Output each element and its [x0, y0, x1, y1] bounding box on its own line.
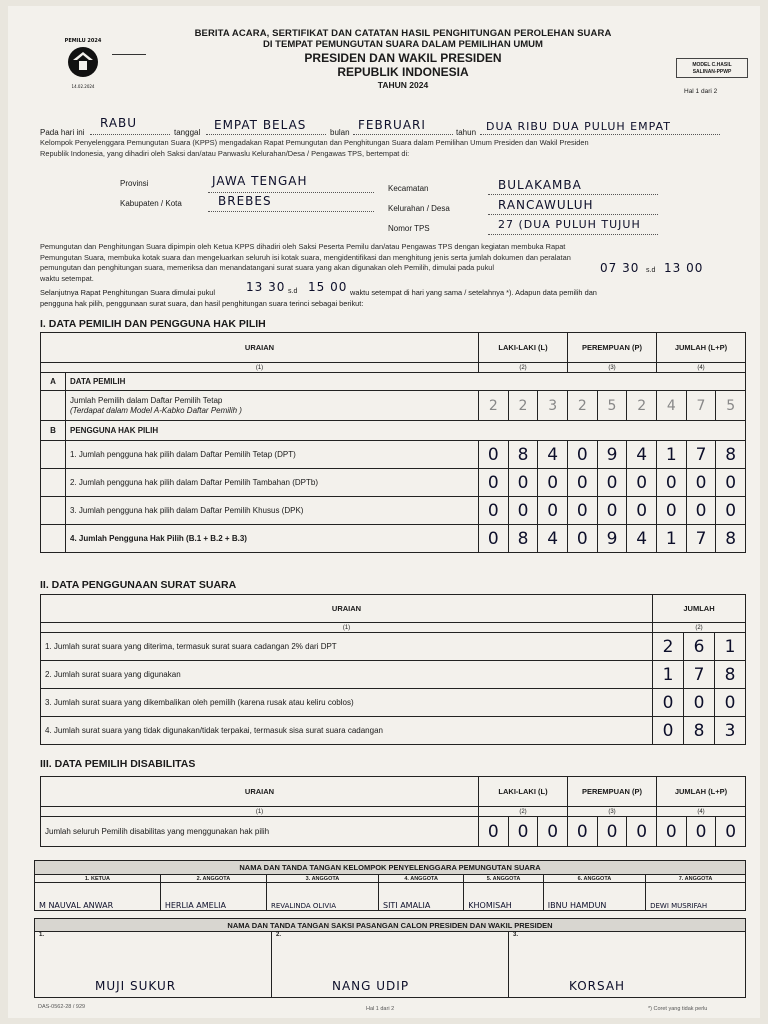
s2-row: [41, 661, 746, 689]
para-line6: waktu setempat di hari yang sama / setelahnya *). Adapun data pemilih dan: [350, 288, 597, 297]
sd-label-2: s.d: [288, 288, 298, 295]
digit-cell: 0: [479, 469, 509, 497]
s1-row-label: 4. Jumlah Pengguna Hak Pilih (B.1 + B.2 + B.3): [66, 525, 479, 553]
header-line2: DI TEMPAT PEMUNGUTAN SUARA DALAM PEMILIHAN UMUM: [263, 39, 543, 50]
digit-cell: 0: [627, 497, 657, 525]
logo-divider: [112, 54, 146, 55]
digit-cell: 0: [479, 497, 509, 525]
header-line3: PRESIDEN DAN WAKIL PRESIDEN: [304, 51, 502, 65]
start-time: 07 30: [600, 261, 640, 275]
saksi-name: KORSAH: [569, 979, 626, 993]
saksi-cell: [272, 932, 509, 998]
digit-cell: 0: [686, 469, 716, 497]
section1-title: I. DATA PEMILIH DAN PENGGUNA HAK PILIH: [40, 318, 266, 330]
a-row-line1: Jumlah Pemilih dalam Daftar Pemilih Tetap: [70, 395, 223, 405]
saksi-no: 3.: [513, 932, 519, 938]
para-line2: Pemungutan Suara, membuka kotak suara dan mengeluarkan seluruh isi kotak suara, mengidentifikasi dan menghitung jenis serta jumlah dokumen dan peralatan: [40, 252, 571, 262]
s1-col-l: LAKI-LAKI (L): [479, 333, 568, 363]
hari-value: RABU: [100, 116, 138, 130]
digit-cell: 6: [684, 633, 715, 661]
s2-row: [41, 717, 746, 745]
digit-cell: 0: [508, 497, 538, 525]
digit-cell: 8: [684, 717, 715, 745]
s3-idx3: (3): [568, 807, 657, 817]
s1-idx4: (4): [657, 363, 746, 373]
procedure-paragraph: [40, 242, 752, 284]
kabupaten-value: BREBES: [218, 194, 272, 208]
intro-text-1: Kelompok Penyelenggara Pemungutan Suara (KPPS) mengadakan Rapat Pemungutan dan Penghitungan Suara dalam Pemilihan Umum Presiden dan Wakil Presiden: [40, 138, 589, 147]
s1-row: [41, 469, 746, 497]
s1-col-p: PEREMPUAN (P): [568, 333, 657, 363]
digit-cell: 0: [653, 689, 684, 717]
digit-cell: 1: [657, 525, 687, 553]
kpps-member-name: SITI AMALIA: [378, 883, 463, 911]
kpps-member-name: M NAUVAL ANWAR: [35, 883, 161, 911]
kabupaten-label: Kabupaten / Kota: [120, 199, 182, 208]
digit-cell: 0: [508, 817, 538, 847]
digit-cell: 4: [538, 525, 568, 553]
sd-label-1: s.d: [646, 267, 656, 274]
kpps-member-name: REVALINDA OLIVIA: [267, 883, 379, 911]
digit-cell: 7: [686, 441, 716, 469]
kpps-title: NAMA DAN TANDA TANGAN KELOMPOK PENYELENGGARA PEMUNGUTAN SUARA: [35, 861, 746, 875]
digit-cell: 0: [479, 525, 509, 553]
section3-title: III. DATA PEMILIH DISABILITAS: [40, 758, 196, 770]
s1-idx1: (1): [41, 363, 479, 373]
s3-row: [41, 817, 746, 847]
digit-cell: 7: [686, 525, 716, 553]
kecamatan-value: BULAKAMBA: [498, 178, 582, 192]
digit-cell: 8: [715, 661, 746, 689]
section2-table: [40, 594, 746, 745]
a-row-line2: (Terdapat dalam Model A-Kabko Daftar Pemilih ): [70, 405, 242, 415]
kpps-role: 3. ANGGOTA: [267, 875, 379, 883]
digit-cell: 0: [716, 817, 746, 847]
para-line1: Pemungutan dan Penghitungan Suara dipimpin oleh Ketua KPPS dihadiri oleh Saksi Peserta Pemilu dan/atau Pengawas TPS dengan kegiatan membuka Rapat: [40, 242, 566, 251]
digit-cell: 0: [538, 497, 568, 525]
s1-col-uraian: URAIAN: [41, 333, 479, 363]
digit-cell: 0: [568, 469, 598, 497]
s1-row-label: 1. Jumlah pengguna hak pilih dalam Daftar Pemilih Tetap (DPT): [66, 441, 479, 469]
s1-row: [41, 441, 746, 469]
digit-cell: 0: [538, 469, 568, 497]
section1-table: URAIAN LAKI-LAKI (L) PEREMPUAN (P) JUMLAH (L+P) (1) (2) (3) (4) A DATA PEMILIH Jumlah Pemilih dalam Daftar Pemilih Tetap (Terdapat dalam Model A-Kabko Daftar Pemilih ) 2 2 3 2 5 2 4 7 5 B PENGGUNA HAK PILIH 1. Jumlah pengguna hak pilih dalam Daftar Pemilih Tetap (DPT) 0 8 4 0 9 4 1 7 8 2. Jumlah pengguna hak pilih dalam Daftar Pemilih Tambahan (DPTb) 0 0 0 0 0 0 0 0 0 3. Jumlah pengguna hak pilih dalam Daftar Pemilih Khusus (DPK) 0 0 0 0 0 0 0 0 0 4. Jumlah Pengguna Hak Pilih (B.1 + B.2 + B.3) 0 8 4 0 9 4 1 7 8: [40, 332, 746, 553]
digit-cell: 2: [653, 633, 684, 661]
logo-text: PEMILU 2024: [64, 38, 102, 44]
s2-row-label: 1. Jumlah surat suara yang diterima, termasuk surat suara cadangan 2% dari DPT: [41, 633, 653, 661]
kpps-role: 1. KETUA: [35, 875, 161, 883]
kelurahan-label: Kelurahan / Desa: [388, 204, 450, 213]
digit-cell: 0: [653, 717, 684, 745]
intro-text-2: Republik Indonesia, yang dihadiri oleh Saksi dan/atau Panwaslu Kelurahan/Desa / Pengawas TPS, bertempat di:: [40, 148, 410, 158]
s2-row-label: 3. Jumlah surat suara yang dikembalikan oleh pemilih (karena rusak atau keliru coblos): [41, 689, 653, 717]
digit-cell: 1: [657, 441, 687, 469]
s1-col-j: JUMLAH (L+P): [657, 333, 746, 363]
s1-row: [41, 497, 746, 525]
digit-cell: 1: [653, 661, 684, 689]
header-line1: BERITA ACARA, SERTIFIKAT DAN CATATAN HASIL PENGHITUNGAN PEROLEHAN SUARA: [194, 28, 612, 39]
kpps-member-name: IBNU HAMDUN: [543, 883, 645, 911]
pada-hari-ini-label: Pada hari ini: [40, 128, 85, 137]
digit-cell: 0: [479, 817, 509, 847]
digit-cell: 0: [684, 689, 715, 717]
model-line2: SALINAN-PPWP: [692, 69, 732, 75]
logo-date: 14.02.2024: [71, 84, 95, 89]
kpps-role: 7. ANGGOTA: [646, 875, 746, 883]
digit-cell: 0: [597, 817, 627, 847]
digit-cell: 8: [508, 525, 538, 553]
header-line4: REPUBLIK INDONESIA: [337, 65, 469, 79]
digit-cell: 0: [715, 689, 746, 717]
digit-cell: 4: [627, 525, 657, 553]
digit-cell: 1: [715, 633, 746, 661]
s3-col-uraian: URAIAN: [41, 777, 479, 807]
s3-col-p: PEREMPUAN (P): [568, 777, 657, 807]
footer-right: *) Coret yang tidak perlu: [648, 1006, 708, 1012]
tps-label: Nomor TPS: [388, 224, 430, 233]
digit-cell: 0: [657, 817, 687, 847]
digit-cell: 0: [686, 817, 716, 847]
saksi-name: NANG UDIP: [332, 979, 410, 993]
s2-row-label: 4. Jumlah surat suara yang tidak digunakan/tidak terpakai, termasuk sisa surat suara cadangan: [41, 717, 653, 745]
a-letter: A: [41, 373, 66, 391]
s1-idx2: (2): [479, 363, 568, 373]
digit-cell: 0: [657, 497, 687, 525]
model-line1: MODEL C.HASIL: [692, 62, 732, 68]
tanggal-value: EMPAT BELAS: [214, 118, 307, 132]
s3-idx1: (1): [41, 807, 479, 817]
digit-cell: 0: [568, 525, 598, 553]
kpps-member-name: KHOMISAH: [464, 883, 544, 911]
end-time-1: 13 00: [664, 261, 704, 275]
saksi-title: NAMA DAN TANDA TANGAN SAKSI PASANGAN CALON PRESIDEN DAN WAKIL PRESIDEN: [35, 919, 746, 932]
s3-col-j: JUMLAH (L+P): [657, 777, 746, 807]
saksi-signature-table: [34, 918, 746, 998]
kpps-role: 2. ANGGOTA: [160, 875, 266, 883]
kpps-role: 6. ANGGOTA: [543, 875, 645, 883]
end-time-2: 15 00: [308, 280, 348, 294]
b-letter: B: [41, 421, 66, 441]
kpps-member-name: DEWI MUSRIFAH: [646, 883, 746, 911]
s3-idx2: (2): [479, 807, 568, 817]
intro-text: [40, 138, 752, 159]
digit-cell: 0: [627, 817, 657, 847]
digit-cell: 9: [597, 525, 627, 553]
digit-cell: 0: [538, 817, 568, 847]
b-title: PENGGUNA HAK PILIH: [66, 421, 746, 441]
digit-cell: 0: [716, 497, 746, 525]
digit-cell: 0: [508, 469, 538, 497]
s3-idx4: (4): [657, 807, 746, 817]
s2-row: [41, 633, 746, 661]
s2-idx2: (2): [653, 623, 746, 633]
form-page: [8, 6, 760, 1018]
digit-cell: 3: [715, 717, 746, 745]
saksi-no: 2.: [276, 932, 282, 938]
tahun-label: tahun: [456, 128, 477, 137]
kpps-member-name: HERLIA AMELIA: [160, 883, 266, 911]
section3-table: [40, 776, 746, 847]
saksi-no: 1.: [39, 932, 45, 938]
page-label: Hal 1 dari 2: [684, 88, 718, 95]
s2-col-j: JUMLAH: [653, 595, 746, 623]
digit-cell: 4: [538, 441, 568, 469]
para-line5: Selanjutnya Rapat Penghitungan Suara dimulai pukul: [40, 288, 216, 297]
para-line3: pemungutan dan penghitungan suara, memeriksa dan menandatangani surat suara yang akan digunakan oleh Pemilih, dimulai pada pukul: [40, 263, 495, 272]
provinsi-value: JAWA TENGAH: [212, 174, 308, 188]
saksi-cell: [509, 932, 746, 998]
footer-left: DAS-0562-28 / 929: [38, 1004, 86, 1010]
provinsi-label: Provinsi: [120, 179, 149, 188]
digit-cell: 0: [568, 497, 598, 525]
digit-cell: 4: [627, 441, 657, 469]
kpu-logo-icon: [58, 34, 108, 94]
s3-col-l: LAKI-LAKI (L): [479, 777, 568, 807]
digit-cell: 0: [479, 441, 509, 469]
tanggal-label: tanggal: [174, 128, 201, 137]
digit-cell: 8: [716, 441, 746, 469]
digit-cell: 9: [597, 441, 627, 469]
s2-row-label: 2. Jumlah surat suara yang digunakan: [41, 661, 653, 689]
kelurahan-value: RANCAWULUH: [498, 198, 594, 212]
digit-cell: 0: [597, 497, 627, 525]
start-time-2: 13 30: [246, 280, 286, 294]
s3-row-label: Jumlah seluruh Pemilih disabilitas yang menggunakan hak pilih: [41, 817, 479, 847]
s1-row-label: 3. Jumlah pengguna hak pilih dalam Daftar Pemilih Khusus (DPK): [66, 497, 479, 525]
a-row-label: [66, 391, 479, 421]
kpps-role: 4. ANGGOTA: [378, 875, 463, 883]
kpps-role: 5. ANGGOTA: [464, 875, 544, 883]
digit-cell: 8: [716, 525, 746, 553]
digit-cell: 0: [568, 441, 598, 469]
tahun-value: DUA RIBU DUA PULUH EMPAT: [486, 120, 671, 133]
footer-center: Hal 1 dari 2: [366, 1006, 395, 1012]
digit-cell: 0: [568, 817, 598, 847]
digit-cell: 7: [684, 661, 715, 689]
document-header: [158, 28, 648, 90]
s2-row: [41, 689, 746, 717]
kecamatan-label: Kecamatan: [388, 184, 429, 193]
section2-title: II. DATA PENGGUNAAN SURAT SUARA: [40, 579, 237, 591]
para-line7: pengguna hak pilih, penggunaan surat suara, dan hasil penghitungan suara terinci sebagai berikut:: [40, 299, 364, 308]
digit-cell: 8: [508, 441, 538, 469]
kpps-signature-table: [34, 860, 746, 911]
s1-idx3: (3): [568, 363, 657, 373]
tps-value: 27 (DUA PULUH TUJUH: [498, 218, 641, 231]
s2-idx1: (1): [41, 623, 653, 633]
digit-cell: 0: [686, 497, 716, 525]
bulan-label: bulan: [330, 128, 350, 137]
s1-row-label: 2. Jumlah pengguna hak pilih dalam Daftar Pemilih Tambahan (DPTb): [66, 469, 479, 497]
s2-col-uraian: URAIAN: [41, 595, 653, 623]
header-line5: TAHUN 2024: [377, 80, 429, 90]
digit-cell: 0: [657, 469, 687, 497]
a-title: DATA PEMILIH: [66, 373, 746, 391]
saksi-name: MUJI SUKUR: [95, 979, 177, 993]
para-line4: waktu setempat.: [40, 273, 94, 283]
saksi-cell: [35, 932, 272, 998]
digit-cell: 0: [627, 469, 657, 497]
bulan-value: FEBRUARI: [358, 118, 426, 132]
digit-cell: 0: [716, 469, 746, 497]
digit-cell: 0: [597, 469, 627, 497]
s1-row: [41, 525, 746, 553]
model-box: [676, 58, 748, 78]
